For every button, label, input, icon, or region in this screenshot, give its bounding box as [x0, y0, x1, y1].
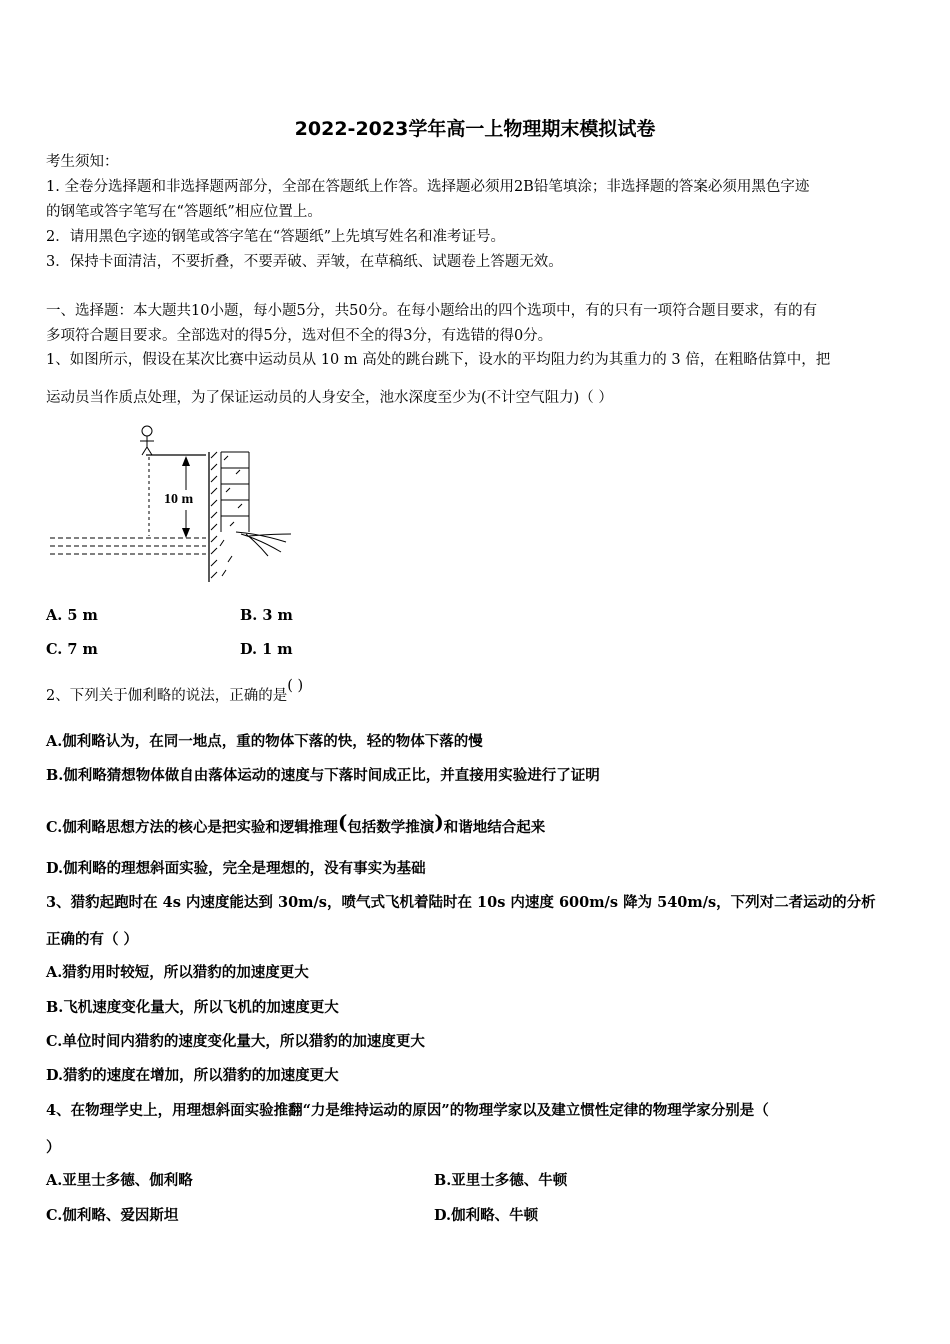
- q2-option-c-text-1: C.伽利略思想方法的核心是把实验和逻辑推理: [46, 819, 338, 836]
- height-label: 10 m: [164, 492, 194, 507]
- q4-option-d: D.伽利略、牛顿: [434, 1207, 539, 1224]
- diving-platform-figure: [46, 422, 296, 587]
- q1-option-b: B. 3 m: [240, 607, 293, 624]
- q2-option-b: B.伽利略猜想物体做自由落体运动的速度与下落时间成正比，并直接用实验进行了证明: [46, 767, 600, 784]
- q2-option-c-close-paren: ): [434, 810, 444, 834]
- question-2-paren: ( ): [287, 678, 304, 694]
- q3-option-a: A.猎豹用时较短，所以猎豹的加速度更大: [46, 964, 309, 981]
- question-1-stem: 1、如图所示，假设在某次比赛中运动员从 10 m 高处的跳台跳下，设水的平均阻力约为其重力的 3 倍，在粗略估算中，把: [46, 352, 831, 368]
- diver-body: [140, 436, 154, 455]
- notice-heading: 考生须知：: [46, 154, 119, 170]
- page-title: 2022-2023学年高一上物理期末模拟试卷: [294, 118, 656, 140]
- notice-item-1: 1. 全卷分选择题和非选择题两部分，全部在答题纸上作答。选择题必须用2B铅笔填涂；非选择题的答案必须用黑色字迹: [46, 179, 810, 195]
- question-2-stem: 2、下列关于伽利略的说法，正确的是: [46, 688, 288, 704]
- section-instructions: 一、选择题：本大题共10小题，每小题5分，共50分。在每小题给出的四个选项中，有的只有一项符合题目要求，有的有: [46, 303, 818, 319]
- notice-item-1-cont: 的钢笔或答字笔写在“答题纸”相应位置上。: [46, 204, 322, 220]
- ground-strokes: [236, 532, 291, 556]
- q4-option-c: C.伽利略、爱因斯坦: [46, 1207, 179, 1224]
- tower-rungs: [221, 452, 249, 516]
- q1-option-d: D. 1 m: [240, 641, 293, 658]
- section-instructions-cont: 多项符合题目要求。全部选对的得5分，选对但不全的得3分，有选错的得0分。: [46, 328, 553, 344]
- question-2: [46, 678, 906, 706]
- q1-option-c: C. 7 m: [46, 641, 98, 658]
- q1-option-a: A. 5 m: [46, 607, 98, 624]
- diver-head: [142, 426, 152, 436]
- q3-option-d: D.猎豹的速度在增加，所以猎豹的加速度更大: [46, 1067, 339, 1084]
- notice-item-2: 2．请用黑色字迹的钢笔或答字笔在“答题纸”上先填写姓名和准考证号。: [46, 229, 506, 245]
- q2-option-a: A.伽利略认为，在同一地点，重的物体下落的快，轻的物体下落的慢: [46, 733, 483, 750]
- q2-option-c-text-3: 和谐地结合起来: [443, 819, 546, 836]
- question-1-stem-cont: 运动员当作质点处理，为了保证运动员的人身安全，池水深度至少为(不计空气阻力)（ ）: [46, 390, 613, 406]
- q4-option-a: A.亚里士多德、伽利略: [46, 1172, 193, 1189]
- question-4-stem: 4、在物理学史上，用理想斜面实验推翻“力是维持运动的原因”的物理学家以及建立惯性定律的物理学家分别是（: [46, 1102, 769, 1119]
- q3-option-c: C.单位时间内猎豹的速度变化量大，所以猎豹的加速度更大: [46, 1033, 425, 1050]
- q2-option-c: [46, 812, 906, 838]
- question-4-stem-cont: ）: [46, 1139, 61, 1156]
- q2-option-c-open-paren: (: [337, 810, 348, 834]
- ground-hatching: [220, 540, 232, 576]
- wall-hatching: [211, 452, 217, 578]
- q2-option-c-text-2: 包括数学推演: [347, 819, 435, 836]
- q2-option-d: D.伽利略的理想斜面实验，完全是理想的，没有事实为基础: [46, 860, 426, 877]
- arrow-head-down: [182, 528, 190, 538]
- question-3-stem-cont: 正确的有（ ）: [46, 931, 139, 948]
- q4-option-b: B.亚里士多德、牛顿: [434, 1172, 568, 1189]
- q3-option-b: B.飞机速度变化量大，所以飞机的加速度更大: [46, 999, 339, 1016]
- notice-item-3: 3．保持卡面清洁，不要折叠，不要弄破、弄皱，在草稿纸、试题卷上答题无效。: [46, 254, 563, 270]
- arrow-head-up: [182, 456, 190, 466]
- question-3-stem: 3、猎豹起跑时在 4s 内速度能达到 30m/s，喷气式飞机着陆时在 10s 内速度 600m/s 降为 540m/s，下列对二者运动的分析: [46, 894, 876, 911]
